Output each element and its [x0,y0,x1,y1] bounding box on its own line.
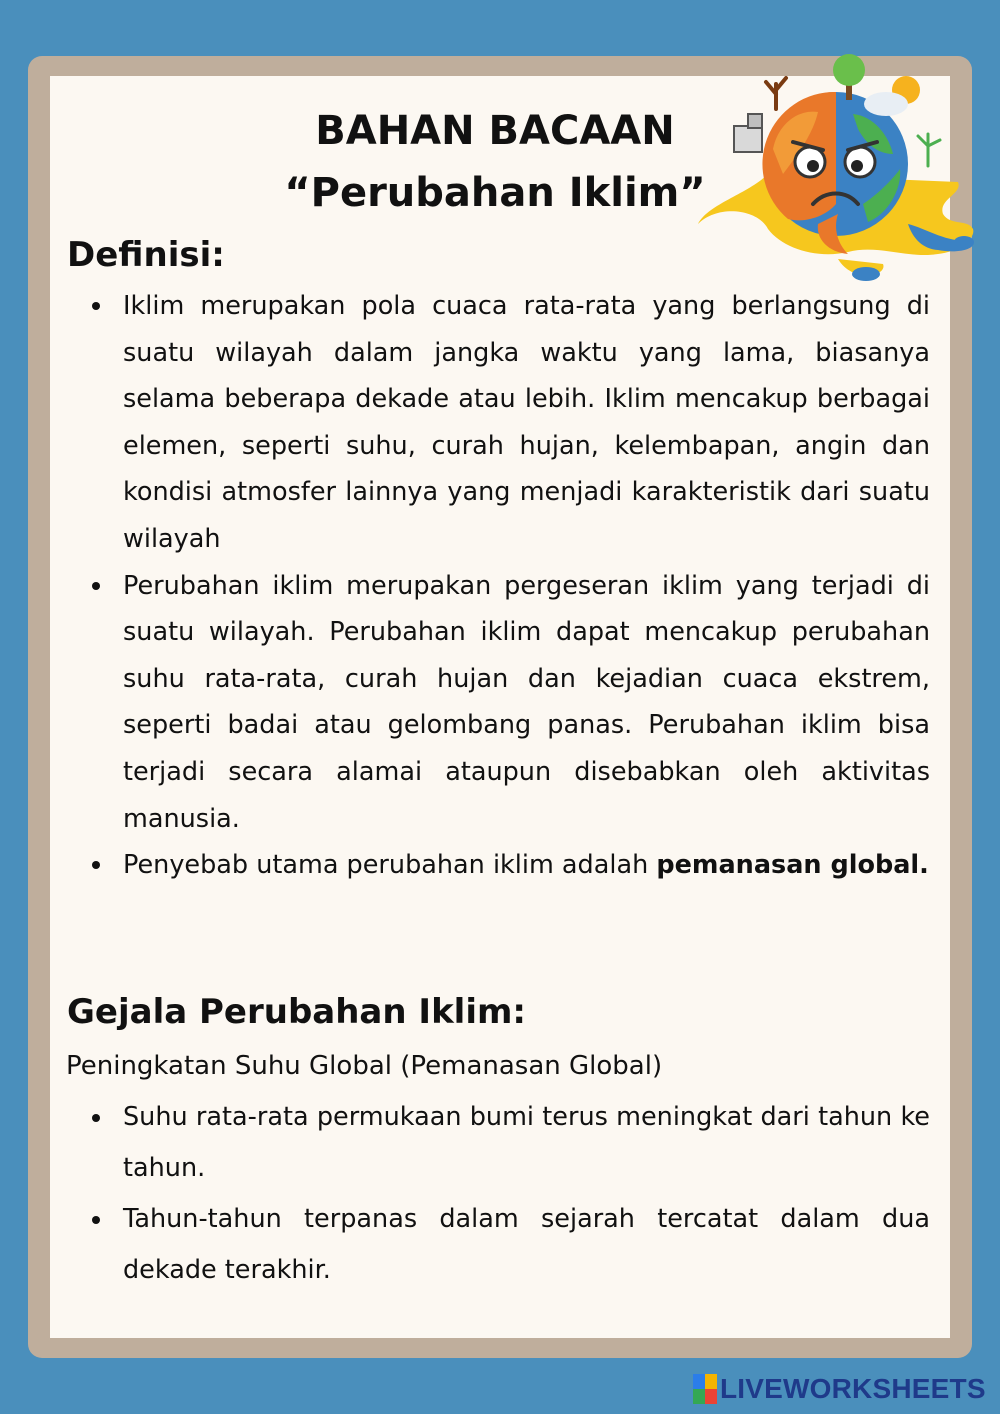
document-title [230,100,760,224]
title-line-2: “Perubahan Iklim” [284,170,706,216]
list-item: Suhu rata-rata permukaan bumi terus meningkat dari tahun ke tahun. [88,1092,930,1194]
list-item: Tahun-tahun terpanas dalam sejarah tercatat dalam dua dekade terakhir. [88,1194,930,1296]
gejala-subheading: Peningkatan Suhu Global (Pemanasan Global) [66,1051,663,1081]
list-item: Perubahan iklim merupakan pergeseran iklim yang terjadi di suatu wilayah. Perubahan iklim dapat mencakup perubahan suhu rata-rata, curah hujan dan kejadian cuaca ekstrem, seperti badai atau gelombang panas. Perubahan iklim bisa terjadi secara alamai ataupun disebabkan oleh aktivitas manusia. [88,563,930,843]
definisi-heading: Definisi: [67,235,225,275]
liveworksheets-brand[interactable] [693,1372,993,1406]
brand-text: LIVEWORKSHEETS [720,1373,986,1404]
list-item: Iklim merupakan pola cuaca rata-rata yang berlangsung di suatu wilayah dalam jangka waktu yang lama, biasanya selama beberapa dekade atau lebih. Iklim mencakup berbagai elemen, seperti suhu, curah hujan, kelembapan, angin dan kondisi atmosfer lainnya yang menjadi karakteristik dari suatu wilayah [88,283,930,563]
list-item: Penyebab utama perubahan iklim adalah pemanasan global. [88,842,930,889]
emphasis-text: pemanasan global. [656,850,929,881]
title-line-1: BAHAN BACAAN [315,108,675,154]
gejala-list [88,1092,930,1296]
definisi-list [88,283,930,889]
gejala-heading: Gejala Perubahan Iklim: [67,992,527,1032]
liveworksheets-logo-icon [693,1374,717,1404]
